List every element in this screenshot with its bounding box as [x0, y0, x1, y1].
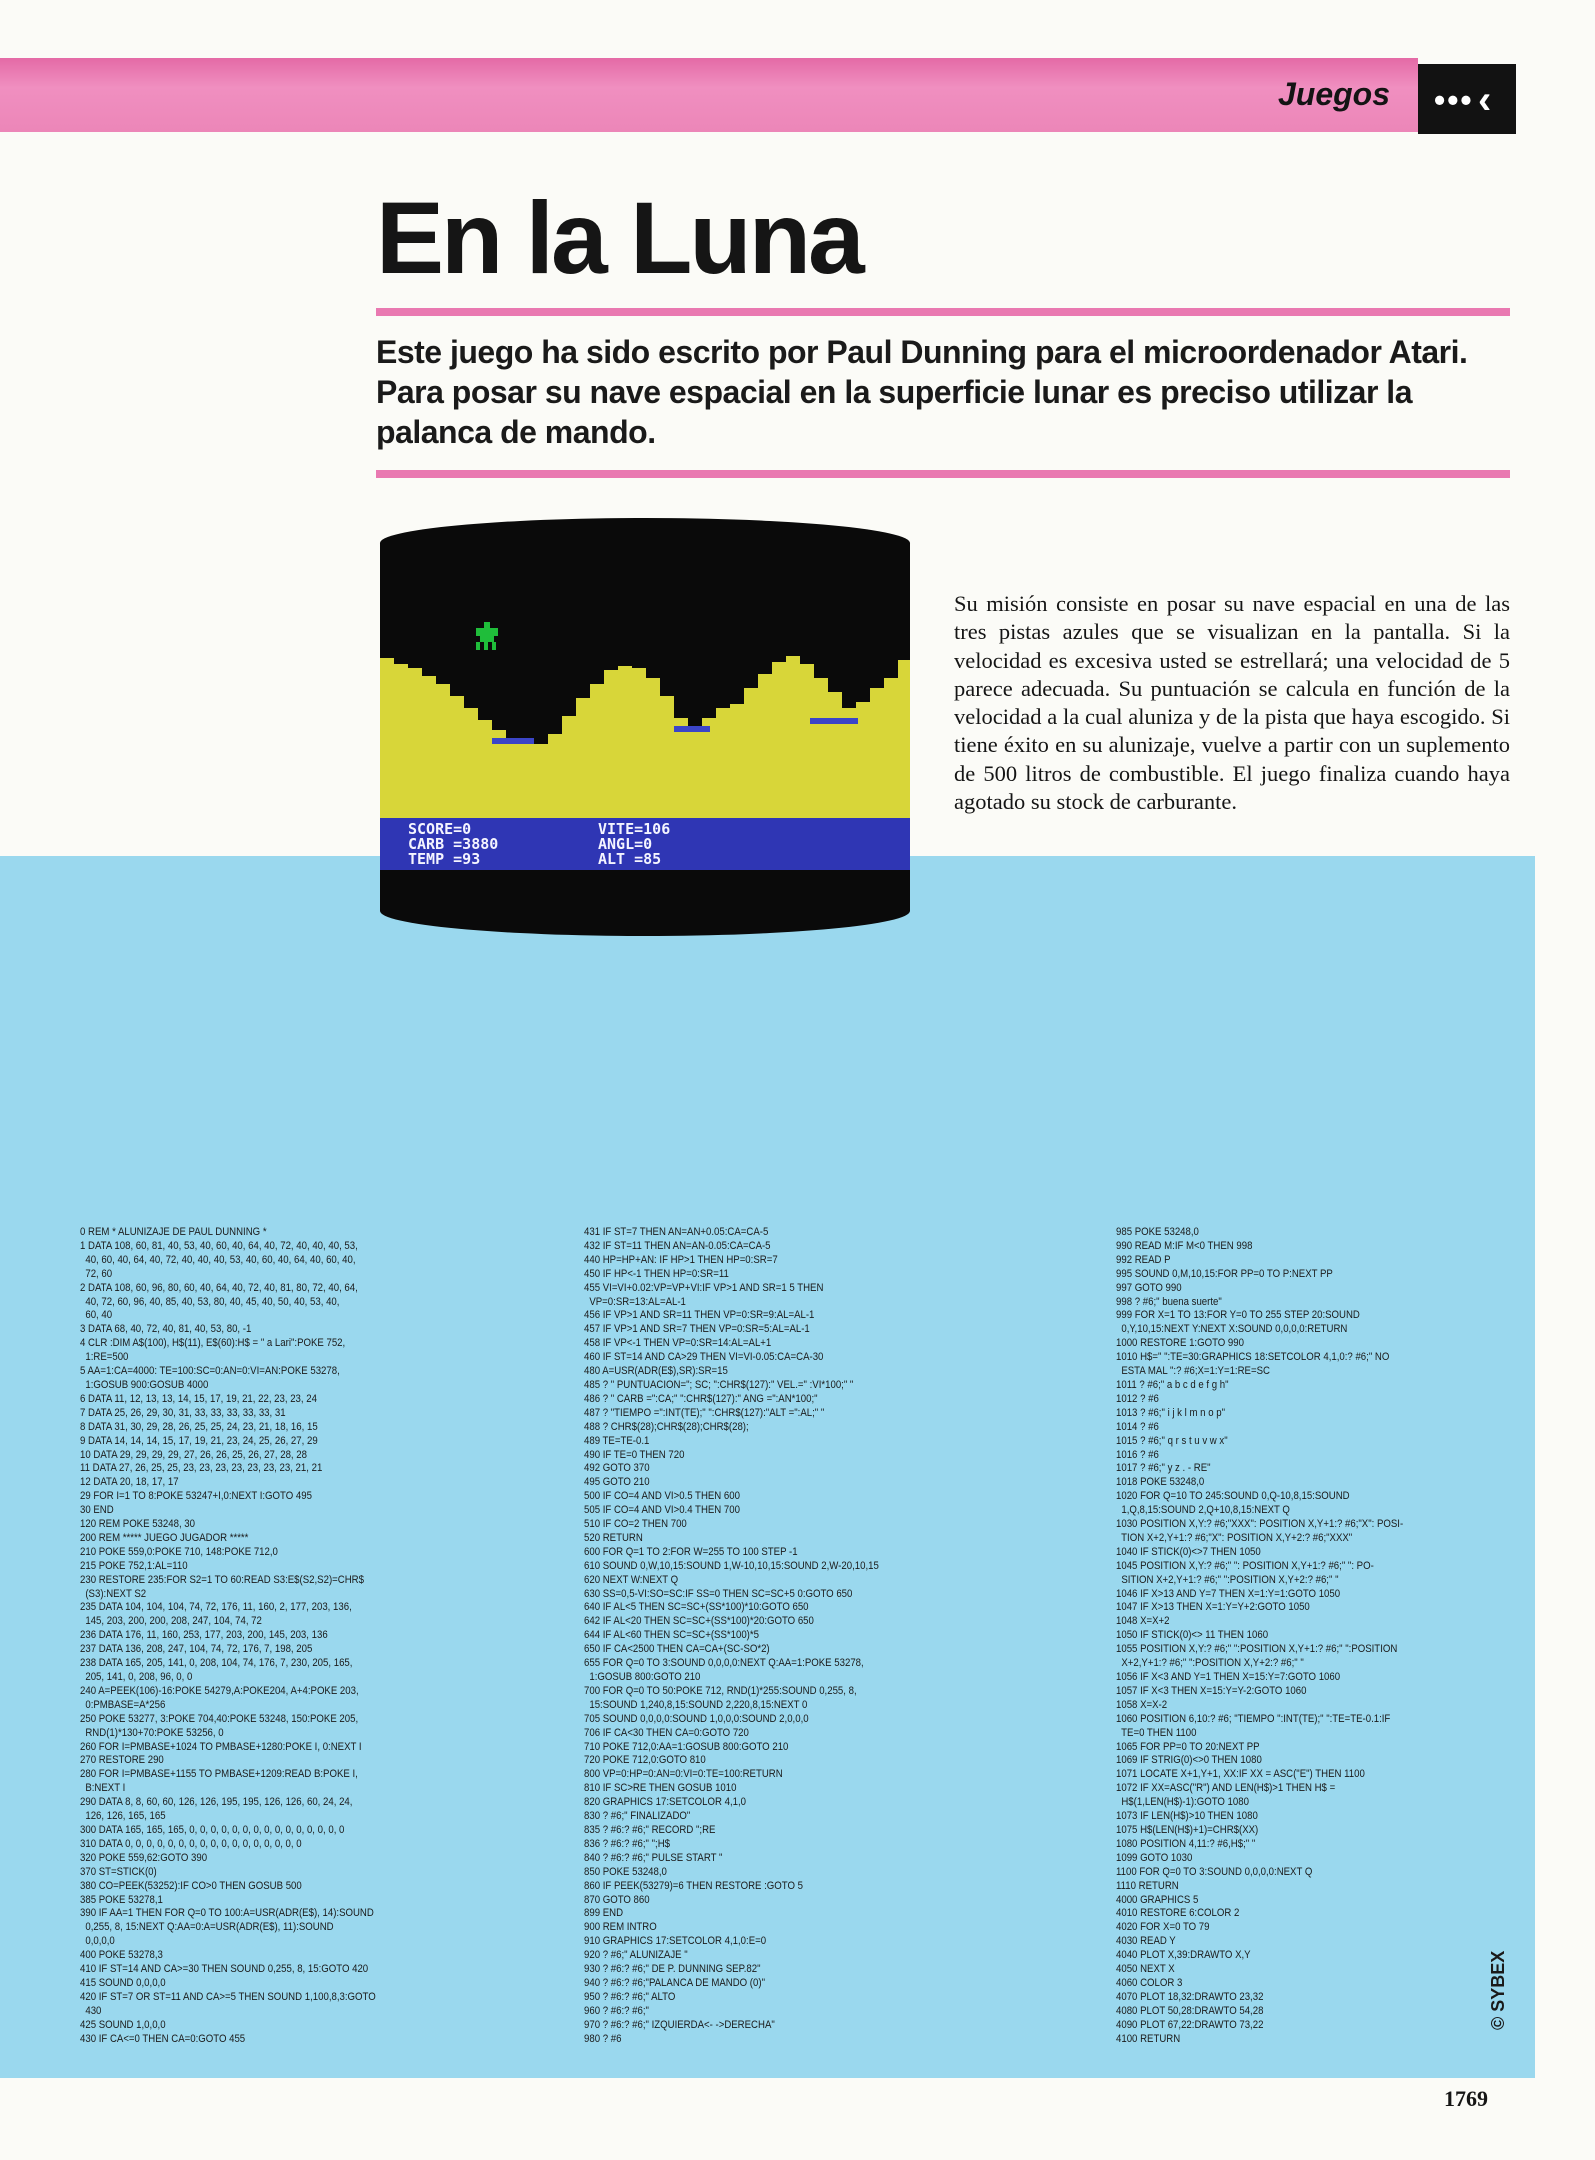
lead-rule	[376, 470, 1510, 478]
article-lead: Este juego ha sido escrito por Paul Dunning para el microordenador Atari. Para posar su nave espacial en la superficie lunar es preciso utilizar la palanca de mando.	[376, 334, 1468, 450]
lunar-terrain	[380, 656, 910, 828]
dots-icon: •••	[1434, 82, 1474, 118]
hud-alt: ALT =85	[598, 850, 662, 868]
landing-pad-1	[492, 738, 534, 744]
arrow-left-icon: ‹	[1478, 78, 1492, 122]
game-screenshot	[380, 518, 910, 936]
article-intro: Su misión consiste en posar su nave espacial en una de las tres pistas azules que se visualizan en la pantalla. Si la velocidad es excesiva usted se estrellará; una velocidad de 5 parece adecuada. Su puntuación se calcula en función de la velocidad a la cual aluniza y de la pista que haya escogido. Si tiene éxito en su alunizaje, vuelve a partir con un suplemento de 500 litros de combustible. El juego finaliza cuando haya agotado su stock de carburante.	[954, 591, 1510, 815]
hud-temp: TEMP =93	[408, 850, 481, 868]
basic-listing-column-3: 985 POKE 53248,0 990 READ M:IF M<0 THEN 998 992 READ P 995 SOUND 0,M,10,15:FOR PP=0 TO P:NEXT PP 997 GOTO 990 998 ? #6;" buena suerte" 999 FOR X=1 TO 13:FOR Y=0 TO 255 STEP 20:SOUND 0,Y,10,15:NEXT Y:NEXT X:SOUND 0,0,0,0:RETURN 1000 RESTORE 1:GOTO 990 1010 H$=" ":TE=30:GRAPHICS 18:SETCOLOR 4,1,0:? #6;" NO ESTA MAL ":? #6;X=1:Y=1:RE=SC 1011 ? #6;" a b c d e f g h" 1012 ? #6 1013 ? #6;" i j k l m n o p" 1014 ? #6 1015 ? #6;" q r s t u v w x" 1016 ? #6 1017 ? #6;" y z . - RE" 1018 POKE 53248,0 1020 FOR Q=10 TO 245:SOUND 0,Q-10,8,15:SOUND 1,Q,8,15:SOUND 2,Q+10,8,15:NEXT Q 1030 POSITION X,Y:? #6;"XXX": POSITION X,Y+1:? #6;"X": POSI- TION X+2,Y+1:? #6;"X": POSITION X,Y+2:? #6;"XXX" 1040 IF STICK(0)<>7 THEN 1050 1045 POSITION X,Y:? #6;" ": POSITION X,Y+1:? #6;" ": PO- SITION X+2,Y+1:? #6;" ":POSITION X,Y+2:? #6;" " 1046 IF X>13 AND Y=7 THEN X=1:Y=1:GOTO 1050 1047 IF X>13 THEN X=1:Y=Y+2:GOTO 1050 1048 X=X+2 1050 IF STICK(0)<> 11 THEN 1060 1055 POSITION X,Y:? #6;" ":POSITION X,Y+1:? #6;" ":POSITION X+2,Y+1:? #6;" ":POSITION X,Y+2:? #6;" " 1056 IF X<3 AND Y=1 THEN X=15:Y=7:GOTO 1060 1057 IF X<3 THEN X=15:Y=Y-2:GOTO 1060 1058 X=X-2 1060 POSITION 6,10:? #6; "TIEMPO ":INT(TE);" ":TE=TE-0.1:IF TE=0 THEN 1100 1065 FOR PP=0 TO 20:NEXT PP 1069 IF STRIG(0)<>0 THEN 1080 1071 LOCATE X+1,Y+1, XX:IF XX = ASC("E") THEN 1100 1072 IF XX=ASC("R") AND LEN(H$)>1 THEN H$ = H$(1,LEN(H$)-1):GOTO 1080 1073 IF LEN(H$)>10 THEN 1080 1075 H$(LEN(H$)+1)=CHR$(XX) 1080 POSITION 4,11:? #6,H$;" " 1099 GOTO 1030 1100 FOR Q=0 TO 3:SOUND 0,0,0,0:NEXT Q 1110 RETURN 4000 GRAPHICS 5 4010 RESTORE 6:COLOR 2 4020 FOR X=0 TO 79 4030 READ Y 4040 PLOT X,39:DRAWTO X,Y 4050 NEXT X 4060 COLOR 3 4070 PLOT 18,32:DRAWTO 23,32 4080 PLOT 50,28:DRAWTO 54,28 4090 PLOT 67,22:DRAWTO 73,22 4100 RETURN	[1116, 1226, 1404, 2045]
game-screen-svg	[380, 518, 910, 936]
hud-carb: CARB =3880	[408, 835, 499, 853]
hud-score: SCORE=0	[408, 820, 472, 838]
section-label: Juegos	[1277, 76, 1390, 112]
title-rule	[376, 308, 1510, 316]
section-tab	[1418, 64, 1516, 134]
basic-listing-column-1: 0 REM * ALUNIZAJE DE PAUL DUNNING * 1 DATA 108, 60, 81, 40, 53, 40, 60, 40, 64, 40, 72, 40, 40, 40, 53, 40, 60, 40, 64, 40, 72, 40, 40, 40, 53, 40, 60, 40, 64, 40, 60, 40, 72, 60 2 DATA 108, 60, 96, 80, 60, 40, 64, 40, 72, 40, 81, 80, 72, 40, 64, 40, 72, 60, 96, 40, 85, 40, 53, 80, 40, 45, 40, 50, 40, 53, 40, 60, 40 3 DATA 68, 40, 72, 40, 81, 40, 53, 80, -1 4 CLR :DIM A$(100), H$(11), E$(60):H$ = " a Lari":POKE 752, 1:RE=500 5 AA=1:CA=4000: TE=100:SC=0:AN=0:VI=AN:POKE 53278, 1:GOSUB 900:GOSUB 4000 6 DATA 11, 12, 13, 13, 14, 15, 17, 19, 21, 22, 23, 23, 24 7 DATA 25, 26, 29, 30, 31, 33, 33, 33, 33, 33, 31 8 DATA 31, 30, 29, 28, 26, 25, 25, 24, 23, 21, 18, 16, 15 9 DATA 14, 14, 14, 15, 17, 19, 21, 23, 24, 25, 26, 27, 29 10 DATA 29, 29, 29, 29, 27, 26, 26, 25, 26, 27, 28, 28 11 DATA 27, 26, 25, 25, 23, 23, 23, 23, 23, 23, 23, 21, 21 12 DATA 20, 18, 17, 17 29 FOR I=1 TO 8:POKE 53247+I,0:NEXT I:GOTO 495 30 END 120 REM POKE 53248, 30 200 REM ***** JUEGO JUGADOR ***** 210 POKE 559,0:POKE 710, 148:POKE 712,0 215 POKE 752,1:AL=110 230 RESTORE 235:FOR S2=1 TO 60:READ S3:E$(S2,S2)=CHR$ (S3):NEXT S2 235 DATA 104, 104, 104, 74, 72, 176, 11, 160, 2, 177, 203, 136, 145, 203, 200, 200, 208, 247, 104, 74, 72 236 DATA 176, 11, 160, 253, 177, 203, 200, 145, 203, 136 237 DATA 136, 208, 247, 104, 74, 72, 176, 7, 198, 205 238 DATA 165, 205, 141, 0, 208, 104, 74, 176, 7, 230, 205, 165, 205, 141, 0, 208, 96, 0, 0 240 A=PEEK(106)-16:POKE 54279,A:POKE204, A+4:POKE 203, 0:PMBASE=A*256 250 POKE 53277, 3:POKE 704,40:POKE 53248, 150:POKE 205, RND(1)*130+70:POKE 53256, 0 260 FOR I=PMBASE+1024 TO PMBASE+1280:POKE I, 0:NEXT I 270 RESTORE 290 280 FOR I=PMBASE+1155 TO PMBASE+1209:READ B:POKE I, B:NEXT I 290 DATA 8, 8, 60, 60, 126, 126, 195, 195, 126, 126, 60, 24, 24, 126, 126, 165, 165 300 DATA 165, 165, 165, 0, 0, 0, 0, 0, 0, 0, 0, 0, 0, 0, 0, 0, 0, 0 310 DATA 0, 0, 0, 0, 0, 0, 0, 0, 0, 0, 0, 0, 0, 0, 0, 0, 0 320 POKE 559,62:GOTO 390 370 ST=STICK(0) 380 CO=PEEK(53252):IF CO>0 THEN GOSUB 500 385 POKE 53278,1 390 IF AA=1 THEN FOR Q=0 TO 100:A=USR(ADR(E$), 14):SOUND 0,255, 8, 15:NEXT Q:AA=0:A=USR(ADR(E$), 11):SOUND 0,0,0,0 400 POKE 53278,3 410 IF ST=14 AND CA>=30 THEN SOUND 0,255, 8, 15:GOTO 420 415 SOUND 0,0,0,0 420 IF ST=7 OR ST=11 AND CA>=5 THEN SOUND 1,100,8,3:GOTO 430 425 SOUND 1,0,0,0 430 IF CA<=0 THEN CA=0:GOTO 455	[80, 1226, 376, 2045]
article-title: En la Luna	[376, 181, 862, 295]
copyright-notice: © SYBEX	[1488, 1950, 1508, 2030]
page-number: 1769	[1444, 2086, 1488, 2111]
lander-ship-icon	[476, 622, 498, 650]
hud-angl: ANGL=0	[598, 835, 653, 853]
basic-listing-column-2: 431 IF ST=7 THEN AN=AN+0.05:CA=CA-5 432 IF ST=11 THEN AN=AN-0.05:CA=CA-5 440 HP=HP+AN: IF HP>1 THEN HP=0:SR=7 450 IF HP<-1 THEN HP=0:SR=11 455 VI=VI+0.02:VP=VP+VI:IF VP>1 AND SR=1 5 THEN VP=0:SR=13:AL=AL-1 456 IF VP>1 AND SR=11 THEN VP=0:SR=9:AL=AL-1 457 IF VP>1 AND SR=7 THEN VP=0:SR=5:AL=AL-1 458 IF VP<-1 THEN VP=0:SR=14:AL=AL+1 460 IF ST=14 AND CA>29 THEN VI=VI-0.05:CA=CA-30 480 A=USR(ADR(E$),SR):SR=15 485 ? " PUNTUACION="; SC; ":CHR$(127):" VEL.=" :VI*100;" " 486 ? " CARB =":CA;" ":CHR$(127):" ANG =":AN*100;" 487 ? "TIEMPO =":INT(TE);" ":CHR$(127):"ALT =":AL;" " 488 ? CHR$(28);CHR$(28);CHR$(28); 489 TE=TE-0.1 490 IF TE=0 THEN 720 492 GOTO 370 495 GOTO 210 500 IF CO=4 AND VI>0.5 THEN 600 505 IF CO=4 AND VI>0.4 THEN 700 510 IF CO=2 THEN 700 520 RETURN 600 FOR Q=1 TO 2:FOR W=255 TO 100 STEP -1 610 SOUND 0,W,10,15:SOUND 1,W-10,10,15:SOUND 2,W-20,10,15 620 NEXT W:NEXT Q 630 SS=0,5-VI:SO=SC:IF SS=0 THEN SC=SC+5 0:GOTO 650 640 IF AL<5 THEN SC=SC+(SS*100)*10:GOTO 650 642 IF AL<20 THEN SC=SC+(SS*100)*20:GOTO 650 644 IF AL<60 THEN SC=SC+(SS*100)*5 650 IF CA<2500 THEN CA=CA+(SC-SO*2) 655 FOR Q=0 TO 3:SOUND 0,0,0,0:NEXT Q:AA=1:POKE 53278, 1:GOSUB 800:GOTO 210 700 FOR Q=0 TO 50:POKE 712, RND(1)*255:SOUND 0,255, 8, 15:SOUND 1,240,8,15:SOUND 2,220,8,15:NEXT 0 705 SOUND 0,0,0,0:SOUND 1,0,0,0:SOUND 2,0,0,0 706 IF CA<30 THEN CA=0:GOTO 720 710 POKE 712,0:AA=1:GOSUB 800:GOTO 210 720 POKE 712,0:GOTO 810 800 VP=0:HP=0:AN=0:VI=0:TE=100:RETURN 810 IF SC>RE THEN GOSUB 1010 820 GRAPHICS 17:SETCOLOR 4,1,0 830 ? #6;" FINALIZADO" 835 ? #6:? #6;" RECORD ";RE 836 ? #6:? #6;" ";H$ 840 ? #6:? #6;" PULSE START " 850 POKE 53248,0 860 IF PEEK(53279)=6 THEN RESTORE :GOTO 5 870 GOTO 860 899 END 900 REM INTRO 910 GRAPHICS 17:SETCOLOR 4,1,0:E=0 920 ? #6;" ALUNIZAJE " 930 ? #6:? #6;" DE P. DUNNING SEP.82" 940 ? #6:? #6;"PALANCA DE MANDO (0)" 950 ? #6:? #6;" ALTO 960 ? #6:? #6;" 970 ? #6:? #6;" IZQUIERDA<- ->DERECHA" 980 ? #6	[584, 1226, 879, 2045]
section-header-band	[0, 58, 1418, 132]
hud-vite: VITE=106	[598, 820, 671, 838]
landing-pad-2	[674, 726, 710, 732]
landing-pad-3	[810, 718, 858, 724]
